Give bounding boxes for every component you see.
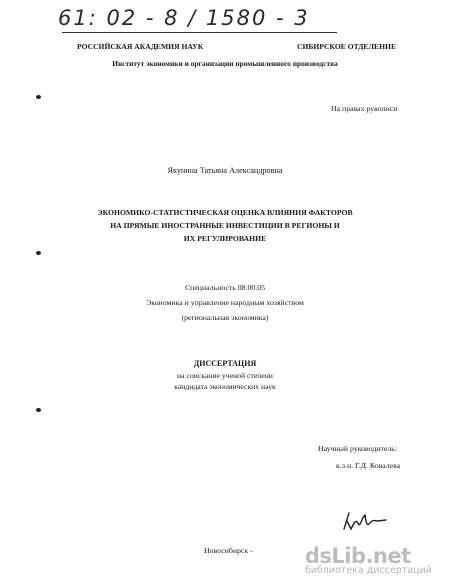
margin-dot [36,408,41,412]
branch-name: СИБИРСКОЕ ОТДЕЛЕНИЕ [297,42,397,51]
handwritten-archive-number: 61: 02 - 8 / 1580 - 3 [58,6,310,30]
signature-icon [340,509,390,535]
title-line: ИХ РЕГУЛИРОВАНИЕ [183,234,267,243]
watermark-subtitle: библиотека диссертаций [304,565,432,576]
supervisor-label: Научный руководитель: [318,444,397,453]
specialty-code: Специальность 08.00.05 [184,283,266,292]
dissertation-title [0,206,450,245]
degree-block [0,370,450,392]
rights-note: На правах рукописи [331,104,398,113]
degree-line: кандидата экономических наук [174,382,276,391]
specialty-area: (региональная экономика) [181,313,269,322]
title-line: ЭКОНОМИКО-СТАТИСТИЧЕСКАЯ ОЦЕНКА ВЛИЯНИЯ ФАКТОРОВ [97,208,353,217]
title-line: НА ПРЯМЫЕ ИНОСТРАННЫЕ ИНВЕСТИЦИИ В РЕГИОНЫ И [110,221,340,230]
watermark [305,544,432,576]
specialty-block [0,280,450,325]
institute-name: Институт экономики и организации промышленного производства [112,59,338,68]
margin-dot [36,251,41,255]
margin-dot [36,95,41,99]
supervisor-name: к.э.н. Г.Д. Ковалева [336,461,401,470]
watermark-logo: dsLib.net [304,544,411,568]
handwritten-underline [62,32,337,33]
academy-name: РОССИЙСКАЯ АКАДЕМИЯ НАУК [77,42,204,51]
degree-line: на соискание ученой степени [177,371,273,380]
specialty-name: Экономика и управление народным хозяйством [146,298,304,307]
author-name: Якунина Татьяна Александровна [167,166,283,175]
city-line: Новосибирск - [204,546,253,555]
dissertation-heading: ДИССЕРТАЦИЯ [193,359,257,368]
